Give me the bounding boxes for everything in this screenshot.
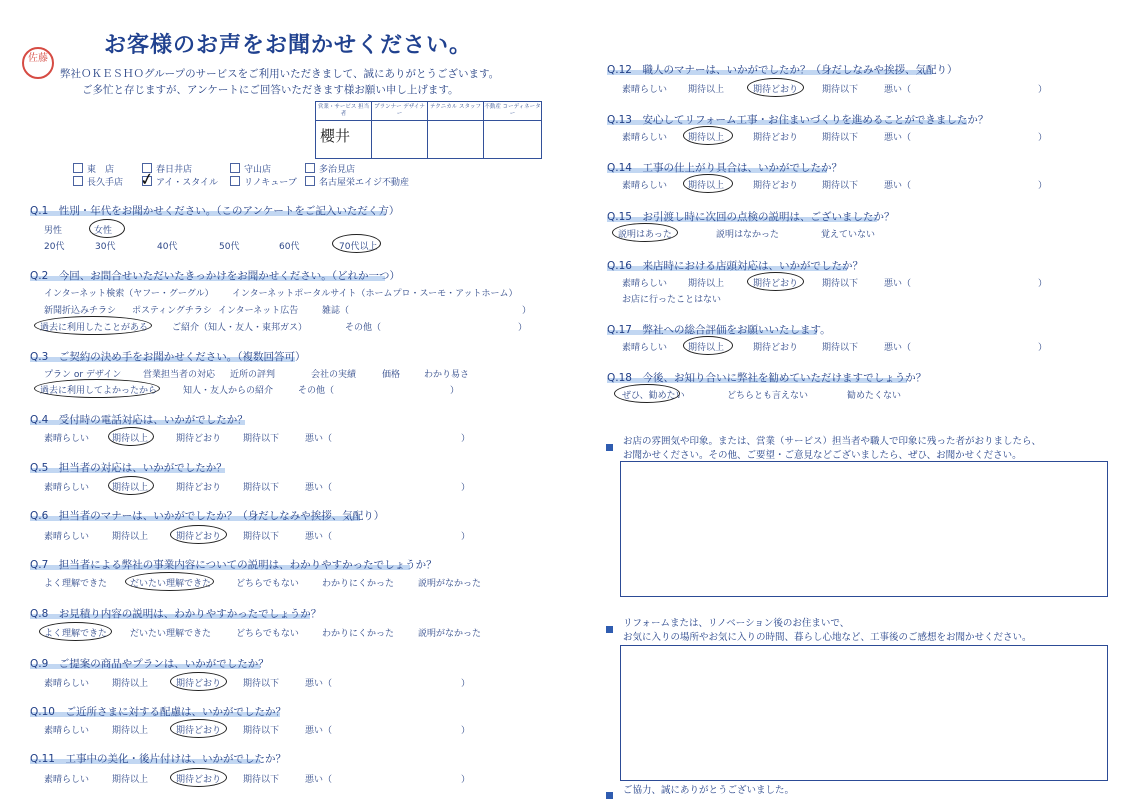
option-label[interactable]: 期待以下 xyxy=(822,85,859,95)
option-label[interactable]: 東 店 xyxy=(73,162,114,175)
question-label: Q.3 ご契約の決め手をお聞かせください。（複数回答可） xyxy=(30,351,306,363)
option-label[interactable]: お店に行ったことはない xyxy=(622,295,722,305)
question-label: Q.5 担当者の対応は、いかがでしたか？ xyxy=(30,462,227,474)
option-label[interactable]: ） xyxy=(1038,85,1048,95)
question-label: Q.9 ご提案の商品やプランは、いかがでしたか？ xyxy=(30,658,269,670)
option-label[interactable]: 悪い（ xyxy=(305,483,333,493)
question-label: Q.18 今後、お知り合いに弊社を勧めていただけますでしょうか？ xyxy=(607,372,927,384)
option-label[interactable]: 20代 xyxy=(44,242,65,252)
selected-answer-circle xyxy=(614,384,680,403)
option-label[interactable]: 期待以下 xyxy=(822,279,859,289)
option-label[interactable]: 説明はなかった xyxy=(716,230,780,240)
option-label[interactable]: 近所の評判 xyxy=(230,370,276,380)
question-label: Q.4 受付時の電話対応は、いかがでしたか？ xyxy=(30,414,248,426)
selected-answer-circle xyxy=(34,316,152,335)
option-label[interactable]: 男性 xyxy=(44,226,63,236)
staff-header: 不動産 コーディネーター xyxy=(484,102,541,121)
option-label[interactable]: インターネット広告 xyxy=(218,306,299,316)
selected-answer-circle xyxy=(747,78,804,97)
question-label: リフォームまたは、リノベーション後のお住まいで、 xyxy=(623,618,850,629)
staff-header: プランナー デザイナー xyxy=(372,102,427,121)
option-label[interactable]: 50代 xyxy=(219,242,240,252)
option-label[interactable]: ） xyxy=(461,483,471,493)
selected-answer-circle xyxy=(34,379,160,398)
question-label: Q.16 来店時における店頭対応は、いかがでしたか？ xyxy=(607,260,863,272)
option-label[interactable]: 期待以下 xyxy=(243,434,280,444)
checkbox[interactable] xyxy=(305,163,315,173)
option-label[interactable]: 説明がなかった xyxy=(418,629,482,639)
checkmark-icon: ✓ xyxy=(138,168,156,192)
option-label[interactable]: 期待以上 xyxy=(112,775,149,785)
option-label[interactable]: わかりにくかった xyxy=(322,629,395,639)
option-label[interactable]: 説明がなかった xyxy=(418,579,482,589)
option-label[interactable]: よく理解できた xyxy=(44,579,108,589)
option-label[interactable]: 期待以下 xyxy=(243,483,280,493)
selected-answer-circle xyxy=(170,525,227,544)
option-label[interactable]: 説明はあった xyxy=(618,230,672,240)
option-label[interactable]: ） xyxy=(461,434,471,444)
option-label[interactable]: だいたい理解できた xyxy=(130,629,212,639)
selected-answer-circle xyxy=(89,219,125,238)
option-label[interactable]: ） xyxy=(461,532,471,542)
option-label[interactable]: 悪い（ xyxy=(305,775,333,785)
option-label[interactable]: 素晴らしい xyxy=(44,775,90,785)
option-label[interactable]: 30代 xyxy=(95,242,116,252)
option-label[interactable]: 60代 xyxy=(279,242,300,252)
selected-answer-circle xyxy=(108,476,154,495)
option-label[interactable]: 素晴らしい xyxy=(622,343,668,353)
checkbox[interactable] xyxy=(73,163,83,173)
option-label[interactable]: 悪い（ xyxy=(884,279,912,289)
option-label[interactable]: ） xyxy=(461,775,471,785)
staff-header: 営業・サービス 担当者 xyxy=(316,102,371,121)
option-label[interactable]: 素晴らしい xyxy=(44,483,90,493)
option-label[interactable]: ） xyxy=(461,679,471,689)
option-label[interactable]: アイ・スタイル xyxy=(142,175,218,188)
staff-header: テクニカル スタッフ xyxy=(428,102,483,121)
option-label[interactable]: 女性 xyxy=(94,226,113,236)
option-label[interactable]: 期待どおり xyxy=(176,434,222,444)
option-label[interactable]: 雑誌（ xyxy=(322,306,350,316)
selected-answer-circle xyxy=(170,672,227,691)
option-label[interactable]: 期待以上 xyxy=(112,483,149,493)
option-label[interactable]: 新聞折込みチラシ xyxy=(44,306,117,316)
seal-stamp: 佐藤 xyxy=(22,47,54,79)
option-label[interactable]: 期待どおり xyxy=(176,679,222,689)
option-label[interactable]: 期待どおり xyxy=(176,532,222,542)
selected-answer-circle xyxy=(332,234,381,253)
option-label[interactable]: インターネット検索（ヤフー・グーグル） xyxy=(44,289,214,299)
question-label: Q.7 担当者による弊社の事業内容についての説明は、わかりやすかったでしょうか？ xyxy=(30,559,437,571)
option-label[interactable]: 悪い（ xyxy=(884,343,912,353)
option-label[interactable]: 悪い（ xyxy=(305,532,333,542)
question-label: お気に入りの場所やお気に入りの時間、暮らし心地など、工事後のご感想をお聞かせください。 xyxy=(623,632,1032,643)
checkbox[interactable] xyxy=(230,163,240,173)
option-label[interactable]: 期待以上 xyxy=(688,279,725,289)
option-label[interactable]: 期待以上 xyxy=(112,679,149,689)
option-label[interactable]: 悪い（ xyxy=(305,679,333,689)
option-label[interactable]: 営業担当者の対応 xyxy=(143,370,216,380)
selected-answer-circle xyxy=(170,719,227,738)
option-label[interactable]: 期待どおり xyxy=(176,483,222,493)
checkbox[interactable] xyxy=(230,176,240,186)
option-label[interactable]: 悪い（ xyxy=(305,726,333,736)
option-label[interactable]: どちらとも言えない xyxy=(727,391,809,401)
option-label[interactable]: 期待どおり xyxy=(753,133,799,143)
option-label[interactable]: その他（ xyxy=(298,386,335,396)
selected-answer-circle xyxy=(683,126,733,145)
option-label[interactable]: 期待以下 xyxy=(243,775,280,785)
bullet-icon xyxy=(606,436,613,455)
option-label[interactable]: 期待以上 xyxy=(112,434,149,444)
option-label[interactable]: だいたい理解できた xyxy=(130,579,212,589)
option-label[interactable]: ） xyxy=(1038,181,1048,191)
option-label[interactable]: 素晴らしい xyxy=(622,133,668,143)
intro-line-2: ご多忙と存じますが、アンケートにご回答いただきます様お願い申し上げます。 xyxy=(82,84,459,96)
option-label[interactable]: 素晴らしい xyxy=(44,434,90,444)
question-label: お店の雰囲気や印象。または、営業（サービス）担当者や職人で印象に残った者がおりましたら、 xyxy=(623,436,1042,447)
option-label[interactable]: 期待どおり xyxy=(176,775,222,785)
staff-table xyxy=(315,101,542,159)
option-label[interactable]: インターネットポータルサイト（ホームプロ・スーモ・アットホーム） xyxy=(232,289,518,299)
option-label[interactable]: 期待以下 xyxy=(822,133,859,143)
question-label: Q.11 工事中の美化・後片付けは、いかがでしたか？ xyxy=(30,753,286,765)
question-label: お聞かせください。その他、ご要望・ご意見などございましたら、ぜひ、お聞かせください。 xyxy=(623,450,1022,461)
selected-answer-circle xyxy=(612,223,678,242)
q1-label: Q.1 性別・年代をお聞かせください。（このアンケートをご記入いただく方） xyxy=(30,205,400,217)
option-label[interactable]: ） xyxy=(1038,343,1048,353)
option-label[interactable]: 素晴らしい xyxy=(622,181,668,191)
selected-answer-circle xyxy=(683,174,733,193)
question-label: Q.13 安心してリフォーム工事・お住まいづくりを進めることができましたか？ xyxy=(607,114,989,126)
option-label[interactable]: 期待以上 xyxy=(688,343,725,353)
selected-answer-circle xyxy=(125,572,214,591)
option-label[interactable]: ぜひ、勧めたい xyxy=(622,391,685,401)
option-label[interactable]: 期待以下 xyxy=(822,343,859,353)
option-label[interactable]: ） xyxy=(1038,279,1048,289)
question-label: ご協力、誠にありがとうございました。 xyxy=(623,785,795,796)
selected-answer-circle xyxy=(39,622,112,641)
page-title: お客様のお声をお聞かせください。 xyxy=(104,33,473,58)
option-label[interactable]: 期待どおり xyxy=(753,85,799,95)
bullet-icon xyxy=(606,618,613,637)
question-label: Q.6 担当者のマナーは、いかがでしたか？（身だしなみや挨拶、気配り） xyxy=(30,510,385,522)
option-label[interactable]: 名古屋栄エイジ不動産 xyxy=(305,175,409,188)
option-label[interactable]: わかりにくかった xyxy=(322,579,395,589)
option-label[interactable]: 期待以上 xyxy=(688,85,725,95)
comment-box-2[interactable] xyxy=(620,645,1108,781)
option-label[interactable]: 期待以上 xyxy=(112,532,149,542)
option-label[interactable]: 素晴らしい xyxy=(44,679,90,689)
option-label[interactable]: 素晴らしい xyxy=(44,532,90,542)
selected-answer-circle xyxy=(108,427,154,446)
option-label[interactable]: 期待以下 xyxy=(243,726,280,736)
option-label[interactable]: プラン or デザイン xyxy=(44,370,122,380)
question-label: Q.15 お引渡し時に次回の点検の説明は、ございましたか？ xyxy=(607,211,895,223)
option-label[interactable]: 悪い（ xyxy=(884,85,912,95)
question-label: Q.14 工事の仕上がり具合は、いかがでしたか？ xyxy=(607,162,842,174)
option-label[interactable]: 期待以下 xyxy=(243,679,280,689)
option-label[interactable]: よく理解できた xyxy=(44,629,108,639)
option-label[interactable]: リノキューブ xyxy=(230,175,297,188)
question-label: Q.12 職人のマナーは、いかがでしたか？（身だしなみや挨拶、気配り） xyxy=(607,64,958,76)
checkbox[interactable] xyxy=(305,176,315,186)
option-label[interactable]: 期待どおり xyxy=(753,181,799,191)
option-label[interactable]: 覚えていない xyxy=(821,230,876,240)
option-label[interactable]: ） xyxy=(518,323,528,333)
option-label[interactable]: 期待以下 xyxy=(822,181,859,191)
option-label[interactable]: 長久手店 xyxy=(73,175,123,188)
option-label[interactable]: 期待以上 xyxy=(688,133,725,143)
checkbox[interactable] xyxy=(73,176,83,186)
bullet-icon xyxy=(606,784,613,803)
option-label[interactable]: 悪い（ xyxy=(305,434,333,444)
intro-line-1: 弊社ＯＫＥＳＨＯグループのサービスをご利用いただきまして、誠にありがとうございます。 xyxy=(60,68,500,80)
selected-answer-circle xyxy=(747,272,804,291)
option-label[interactable]: 知人・友人からの紹介 xyxy=(183,386,274,396)
option-label[interactable]: 素晴らしい xyxy=(622,85,668,95)
option-label[interactable]: 春日井店 xyxy=(142,162,192,175)
question-label: Q.2 今回、お問合せいただいたきっかけをお聞かせください。（どれか一つ） xyxy=(30,270,401,282)
option-label[interactable]: 悪い（ xyxy=(884,181,912,191)
option-label[interactable]: ） xyxy=(1038,133,1048,143)
option-label[interactable]: 期待どおり xyxy=(753,343,799,353)
question-label: Q.8 お見積り内容の説明は、わかりやすかったでしょうか？ xyxy=(30,608,322,620)
option-label[interactable]: 悪い（ xyxy=(884,133,912,143)
option-label[interactable]: ） xyxy=(461,726,471,736)
option-label[interactable]: 守山店 xyxy=(230,162,271,175)
option-label[interactable]: 会社の実績 xyxy=(311,370,357,380)
option-label[interactable]: 期待以上 xyxy=(112,726,149,736)
option-label[interactable]: 40代 xyxy=(157,242,178,252)
option-label[interactable]: 期待どおり xyxy=(753,279,799,289)
option-label[interactable]: ご紹介（知人・友人・東邦ガス） xyxy=(172,323,308,333)
option-label[interactable]: わかり易さ xyxy=(424,370,470,380)
option-label[interactable]: 期待どおり xyxy=(176,726,222,736)
handwritten-staff-name: 櫻井 xyxy=(320,127,351,145)
option-label[interactable]: 過去に利用したことがある xyxy=(40,323,149,333)
option-label[interactable]: 期待以上 xyxy=(688,181,725,191)
option-label[interactable]: ポスティングチラシ xyxy=(132,306,212,316)
option-label[interactable]: 素晴らしい xyxy=(44,726,90,736)
selected-answer-circle xyxy=(683,336,733,355)
comment-box-1[interactable] xyxy=(620,461,1108,597)
option-label[interactable]: どちらでもない xyxy=(236,579,299,589)
option-label[interactable]: その他（ xyxy=(345,323,382,333)
option-label[interactable]: どちらでもない xyxy=(236,629,299,639)
question-label: Q.17 弊社への総合評価をお願いいたします。 xyxy=(607,324,831,336)
option-label[interactable]: 多治見店 xyxy=(305,162,355,175)
option-label[interactable]: 価格 xyxy=(382,370,401,380)
option-label[interactable]: 素晴らしい xyxy=(622,279,668,289)
option-label[interactable]: 70代以上 xyxy=(339,242,378,252)
option-label[interactable]: 勧めたくない xyxy=(847,391,902,401)
question-label: Q.10 ご近所さまに対する配慮は、いかがでしたか？ xyxy=(30,706,286,718)
option-label[interactable]: ） xyxy=(522,306,532,316)
selected-answer-circle xyxy=(170,768,227,787)
option-label[interactable]: 過去に利用してよかったから xyxy=(40,386,158,396)
option-label[interactable]: 期待以下 xyxy=(243,532,280,542)
option-label[interactable]: ） xyxy=(450,386,460,396)
